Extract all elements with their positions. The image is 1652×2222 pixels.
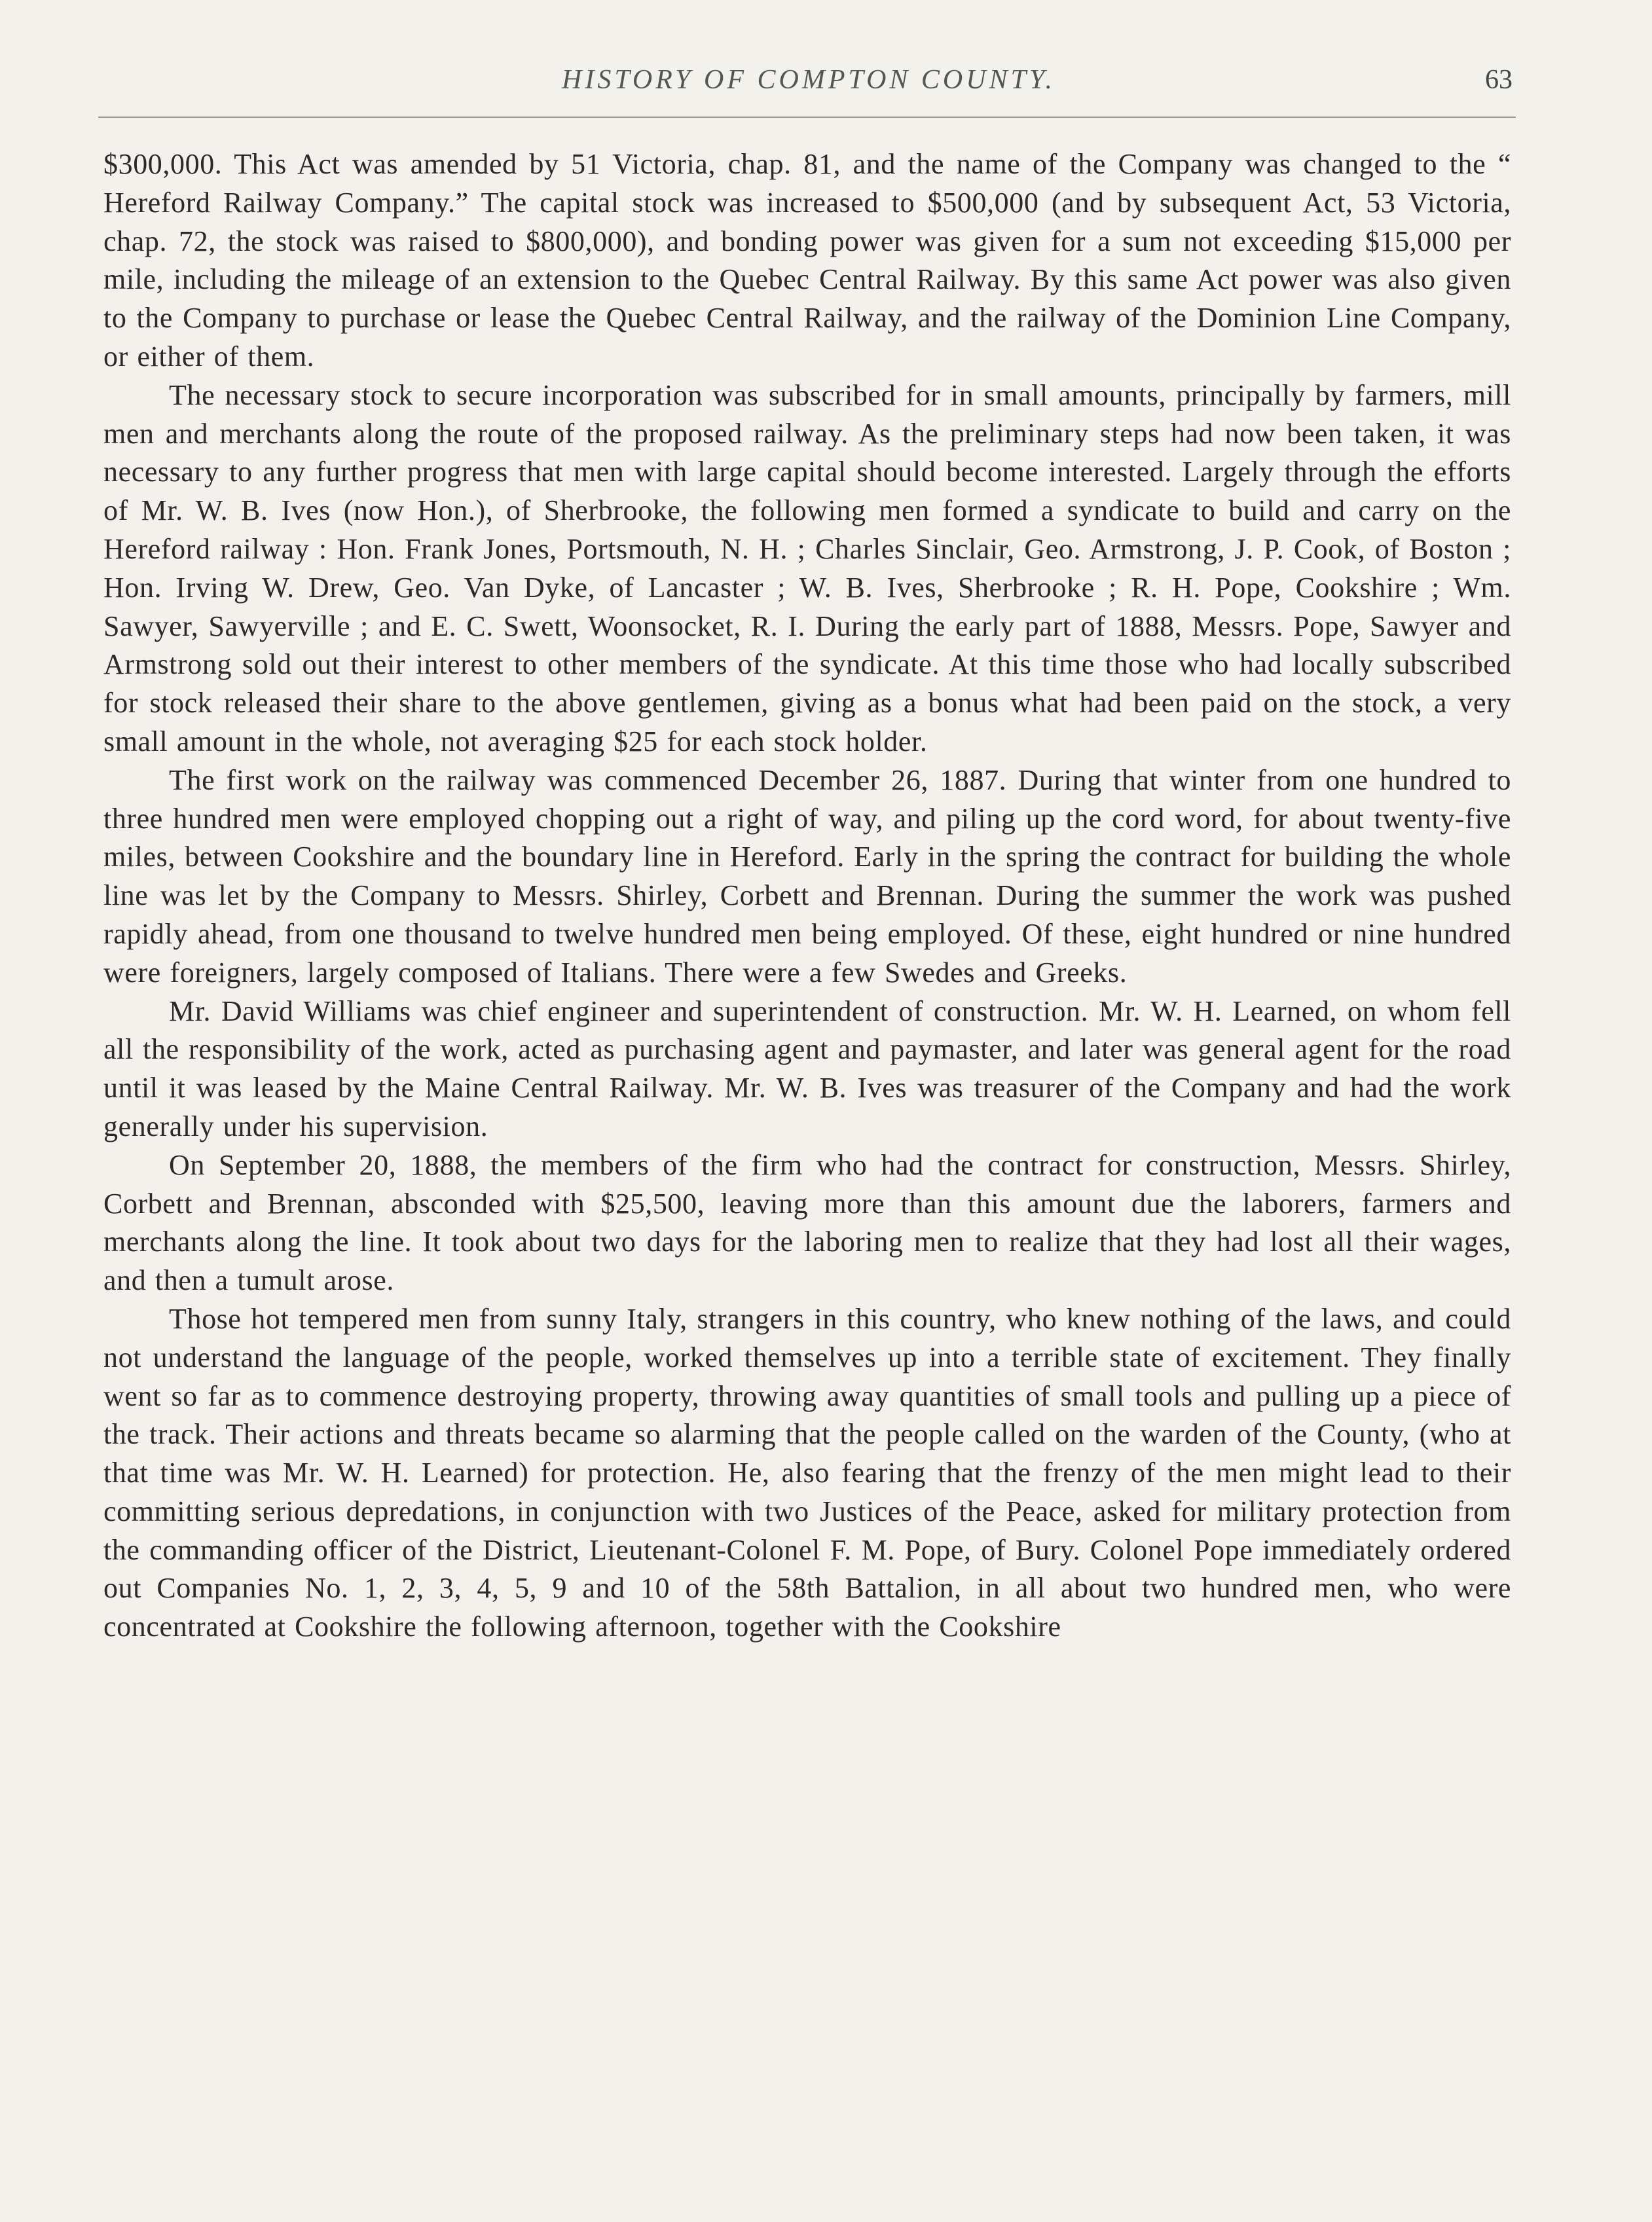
paragraph-engineers: Mr. David Williams was chief engineer and superintendent of construction. Mr. W. H. Learned, on whom fell all the responsibility of the work, acted as purchasing agent and paymaster, and later was general agent for the road until it was leased by the Maine Central Railway. Mr. W. B. Ives was treasurer of the Company and had the work generally under his supervision. xyxy=(103,994,1511,1142)
page-number: 63 xyxy=(1485,65,1513,95)
header-rule xyxy=(98,117,1516,118)
paragraph-tumult: Those hot tempered men from sunny Italy, strangers in this country, who knew nothing of the laws, and could not understand the language of the people, worked themselves up into a terrible state of excitement. They finally went so far as to commence destroying property, throwing away quantities of small tools and pulling up a piece of the track. Their actions and threats became so alarming that the people called on the warden of the County, (who at that time was Mr. W. H. Learned) for protection. He, also fearing that the frenzy of the men might lead to their committing serious depredations, in conjunction with two Justices of the Peace, asked for military protection from the commanding officer of the District, Lieutenant-Colonel F. M. Pope, of Bury. Colonel Pope immediately ordered out Companies No. 1, 2, 3, 4, 5, 9 and 10 of the 58th Battalion, in all about two hundred men, who were concentrated at Cookshire the following afternoon, together with the Cookshire xyxy=(103,1302,1511,1643)
body-text xyxy=(103,145,1511,1647)
paragraph-abscond: On September 20, 1888, the members of the firm who had the contract for construction, Messrs. Shirley, Corbett and Brennan, absconded with $25,500, leaving more than this amount due the laborers, farmers and merchants along the line. It took about two days for the laboring men to realize that they had lost all their wages, and then a tumult arose. xyxy=(103,1148,1511,1297)
running-head xyxy=(105,64,1513,110)
paragraph-act-amendment: $300,000. This Act was amended by 51 Victoria, chap. 81, and the name of the Company was changed to the “ Hereford Railway Company.” The capital stock was increased to $500,000 (and by subsequent Act, 53 Victoria, chap. 72, the stock was raised to $800,000), and bonding power was given for a sum not exceeding $15,000 per mile, including the mileage of an extension to the Quebec Central Railway. By this same Act power was also given to the Company to purchase or lease the Quebec Central Railway, and the railway of the Dominion Line Company, or either of them. xyxy=(103,148,1511,373)
running-title: HISTORY OF COMPTON COUNTY. xyxy=(562,65,1055,95)
paragraph-stock-syndicate: The necessary stock to secure incorporation was subscribed for in small amounts, principally by farmers, mill men and merchants along the route of the proposed railway. As the preliminary steps had now been taken, it was necessary to any further progress that men with large capital should become interested. Largely through the efforts of Mr. W. B. Ives (now Hon.), of Sherbrooke, the following men formed a syndicate to build and carry on the Hereford railway : Hon. Frank Jones, Portsmouth, N. H. ; Charles Sinclair, Geo. Armstrong, J. P. Cook, of Boston ; Hon. Irving W. Drew, Geo. Van Dyke, of Lancaster ; W. B. Ives, Sherbrooke ; R. H. Pope, Cookshire ; Wm. Sawyer, Sawyerville ; and E. C. Swett, Woonsocket, R. I. During the early part of 1888, Messrs. Pope, Sawyer and Armstrong sold out their interest to other members of the syndicate. At this time those who had locally subscribed for stock released their share to the above gentlemen, giving as a bonus what had been paid on the stock, a very small amount in the whole, not averaging $25 for each stock holder. xyxy=(103,378,1511,757)
paragraph-first-work: The first work on the railway was commenced December 26, 1887. During that winter from one hundred to three hundred men were employed chopping out a right of way, and piling up the cord word, for about twenty-five miles, between Cookshire and the boundary line in Hereford. Early in the spring the contract for building the whole line was let by the Company to Messrs. Shirley, Corbett and Brennan. During the summer the work was pushed rapidly ahead, from one thousand to twelve hundred men being employed. Of these, eight hundred or nine hundred were foreigners, largely composed of Italians. There were a few Swedes and Greeks. xyxy=(103,763,1511,989)
